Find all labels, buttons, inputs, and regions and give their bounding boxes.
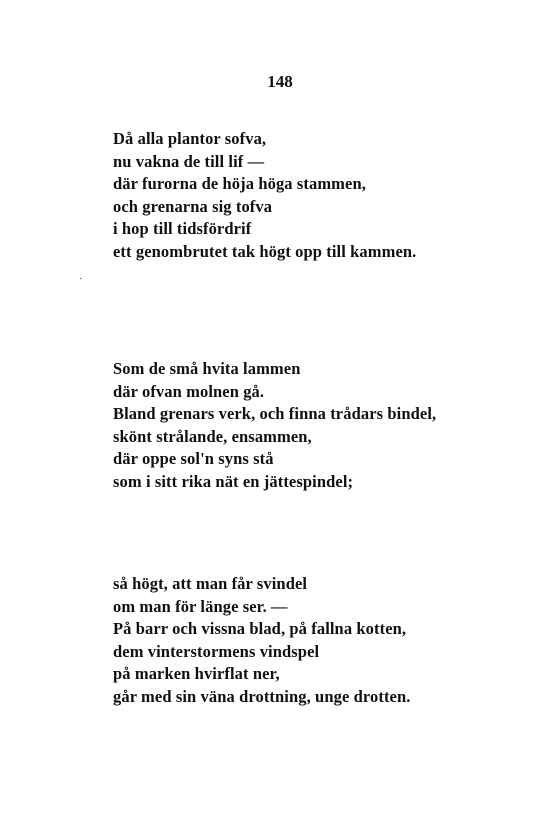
verse-line: På barr och vissna blad, på fallna kotten, (113, 619, 407, 638)
verse-line: och grenarna sig tofva (113, 196, 273, 216)
stanza-2 (113, 358, 436, 493)
page-number: 148 (267, 72, 293, 91)
verse-line: där oppe sol'n syns stå (113, 449, 274, 468)
print-speck: ˎ (79, 269, 83, 280)
verse-line: Bland grenars verk, och finna trådars bindel, (113, 404, 437, 423)
verse-line: går med sin väna drottning, unge drotten. (113, 686, 411, 706)
verse-line: Som de små hvita lammen (113, 359, 301, 378)
verse-line: om man för länge ser. — (113, 596, 288, 616)
verse-line: på marken hvirflat ner, (113, 664, 280, 683)
verse-line: nu vakna de till lif — (113, 151, 265, 171)
verse-line: dem vinterstormens vindspel (113, 641, 320, 661)
stanza-1 (113, 128, 416, 263)
verse-line: där ofvan molnen gå. (113, 381, 265, 401)
stanza-3 (113, 573, 410, 708)
verse-line: så högt, att man får svindel (113, 574, 308, 593)
verse-line: i hop till tidsfördrif (113, 219, 252, 238)
verse-line: som i sitt rika nät en jättespindel; (113, 471, 354, 491)
verse-line: skönt strålande, ensammen, (113, 426, 312, 446)
verse-line: Då alla plantor sofva, (113, 129, 267, 148)
verse-line: ett genombrutet tak högt opp till kammen. (113, 241, 417, 261)
verse-line: där furorna de höja höga stammen, (113, 174, 366, 193)
